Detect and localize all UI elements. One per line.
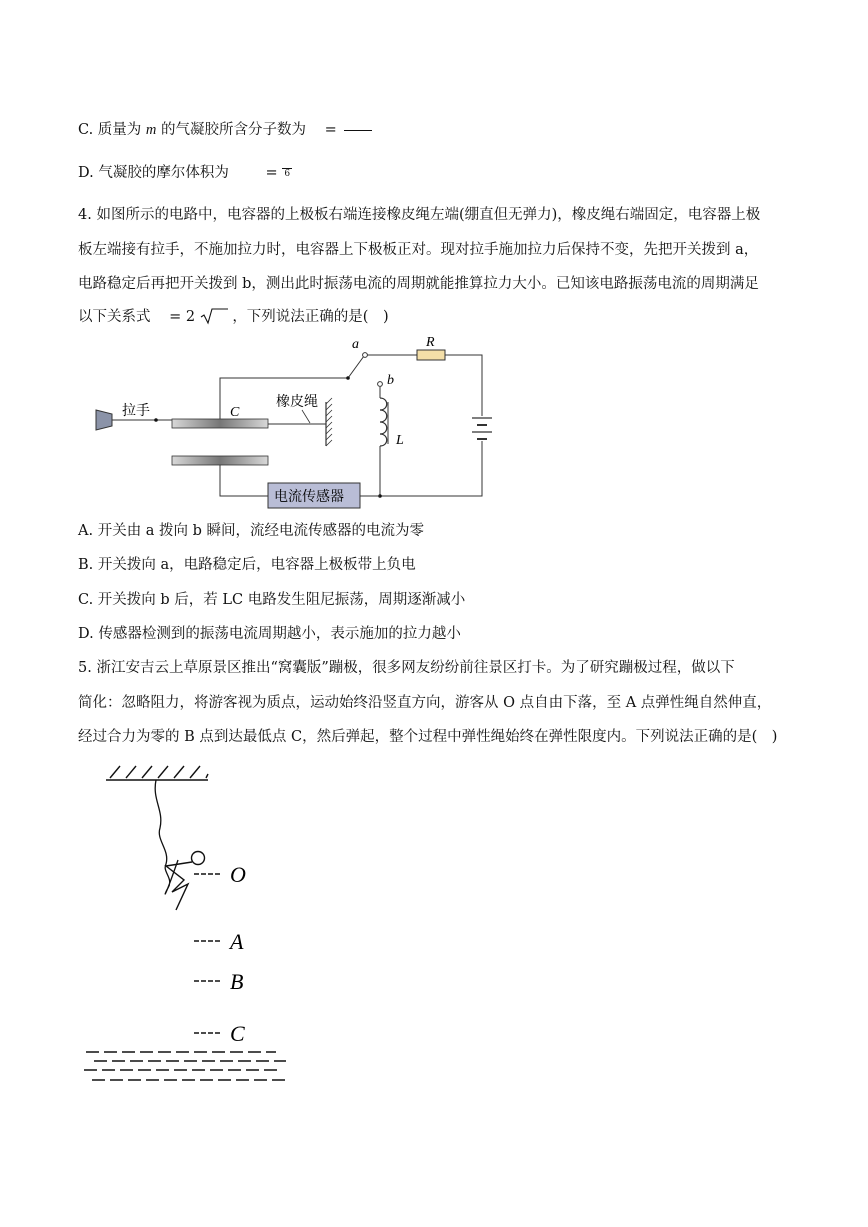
label-c-point: C: [230, 1021, 245, 1046]
q3-optd-denominator: 6: [284, 168, 291, 179]
label-b-point: B: [230, 969, 244, 994]
q3-optd-text: D. 气凝胶的摩尔体积为: [78, 165, 229, 181]
label-r: R: [426, 335, 435, 350]
label-sensor: 电流传感器: [274, 490, 344, 505]
q4-stem-line4: [78, 307, 389, 327]
q4-stem-line1: 4. 如图所示的电路中，电容器的上极板右端连接橡皮绳左端(绷直但无弹力)，橡皮绳右端固定，电容器上极: [78, 207, 761, 223]
q3-optc-var: m: [145, 122, 157, 138]
q5-stem-line3: 经过合力为零的 B 点到达最低点 C，然后弹起，整个过程中弹性绳始终在弹性限度内。下列说法正确的是( ): [78, 729, 778, 745]
inductor-l: [380, 398, 387, 446]
label-a-point: A: [230, 929, 244, 954]
label-handle: 拉手: [122, 404, 150, 419]
q3-option-d: [78, 163, 292, 183]
label-l: L: [396, 433, 404, 448]
sqrt-sign: [200, 309, 228, 325]
q3-optc-eq: =: [324, 122, 337, 138]
label-o: O: [230, 862, 246, 887]
tourist-figure: [192, 852, 205, 865]
circuit-diagram: [80, 330, 500, 510]
q3-optc-prefix: C. 质量为: [78, 122, 142, 138]
q3-option-c: [78, 120, 372, 140]
capacitor-upper-plate: [172, 419, 268, 428]
label-rubber: 橡皮绳: [276, 395, 318, 410]
q3-optd-fraction: [282, 168, 292, 179]
q4-option-b: B. 开关拨向 a，电路稳定后，电容器上极板带上负电: [78, 557, 416, 573]
resistor-r: [417, 350, 445, 360]
bungee-cord: [155, 780, 178, 894]
q3-optc-suffix: 的气凝胶所含分子数为: [161, 122, 306, 138]
bungee-diagram: [80, 760, 310, 1090]
q4-stem-line4-b: ，下列说法正确的是( ): [232, 309, 389, 325]
q4-option-d: D. 传感器检测到的振荡电流周期越小，表示施加的拉力越小: [78, 626, 461, 642]
q5-stem-line1: 5. 浙江安吉云上草原景区推出“窝囊版”蹦极，很多网友纷纷前往景区打卡。为了研究蹦极过程，做以下: [78, 660, 735, 676]
pull-handle-icon: [96, 410, 112, 430]
label-a: a: [352, 337, 359, 352]
label-c: C: [230, 405, 240, 420]
q4-stem-line3: 电路稳定后再把开关拨到 b，测出此时振荡电流的周期就能推算拉力大小。已知该电路振荡电流的周期满足: [78, 276, 759, 292]
switch-contact-a: [363, 353, 368, 358]
q4-stem-line4-a: 以下关系式: [78, 309, 151, 325]
capacitor-lower-plate: [172, 456, 268, 465]
q4-stem-line2: 板左端接有拉手，不施加拉力时，电容器上下极板正对。现对拉手施加拉力后保持不变，先把开关拨到 a，: [78, 242, 759, 258]
q3-optc-fraction-bar: [344, 130, 372, 131]
water-surface: [84, 1052, 286, 1080]
switch-contact-b: [378, 382, 383, 387]
q4-option-a: A. 开关由 a 拨向 b 瞬间，流经电流传感器的电流为零: [78, 523, 425, 539]
q5-stem-line2: 简化：忽略阻力，将游客视为质点，运动始终沿竖直方向，游客从 O 点自由下落，至 A 点弹性绳自然伸直，: [78, 695, 772, 711]
label-b: b: [387, 373, 394, 388]
q3-optd-eq: =: [265, 165, 278, 181]
q4-option-c: C. 开关拨向 b 后，若 LC 电路发生阻尼振荡，周期逐渐减小: [78, 592, 466, 608]
q4-formula: = 2: [169, 309, 196, 325]
